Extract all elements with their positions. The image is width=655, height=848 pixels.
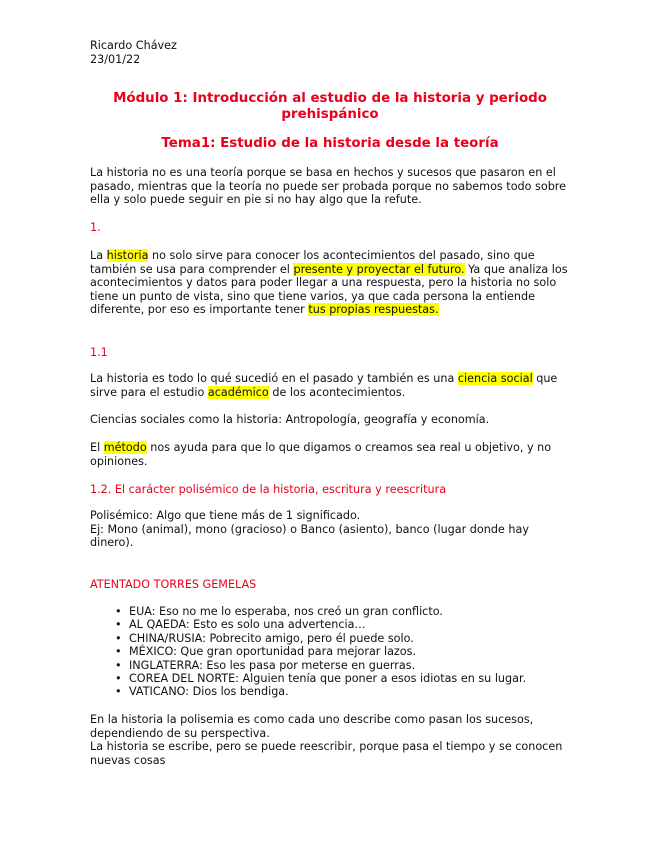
- text-run: La historia es todo lo qué sucedió en el pasado y también es una: [90, 372, 458, 385]
- section-1-1-paragraph: [90, 372, 570, 399]
- text-run: El: [90, 441, 104, 454]
- list-item: • COREA DEL NORTE: Alguien tenía que poner a esos idiotas en su lugar.: [90, 672, 570, 685]
- section-1-1-heading: 1.1: [90, 346, 108, 359]
- section-1-2-heading: 1.2. El carácter polisémico de la historia, escritura y reescritura: [90, 483, 447, 496]
- text-run: no solo sirve para conocer los acontecimientos del pasado, sino que también se usa para comprender el: [90, 249, 535, 276]
- highlighted-text: tus propias respuestas.: [308, 303, 439, 317]
- text-run: La: [90, 249, 107, 262]
- social-sciences-line: Ciencias sociales como la historia: Antropología, geografía y economía.: [90, 413, 490, 426]
- definition-line: Polisémico: Algo que tiene más de 1 significado.: [90, 509, 361, 522]
- list-item: • EUA: Eso no me lo esperaba, nos creó un gran conflicto.: [90, 605, 570, 618]
- bullet-list: [90, 605, 570, 699]
- list-item: • VATICANO: Dios los bendiga.: [90, 685, 570, 698]
- section-1-heading: 1.: [90, 221, 101, 234]
- document-date: 23/01/22: [90, 52, 141, 66]
- method-paragraph: [90, 441, 570, 468]
- author-name: Ricardo Chávez: [90, 39, 177, 52]
- list-item: • INGLATERRA: Eso les pasa por meterse en guerras.: [90, 659, 570, 672]
- header: [90, 39, 570, 66]
- torres-list: [90, 605, 570, 699]
- module-title: Módulo 1: Introducción al estudio de la historia y periodo prehispánico: [113, 91, 547, 122]
- highlighted-text: presente y proyectar el futuro.: [293, 262, 465, 276]
- highlighted-text: ciencia social: [457, 372, 533, 385]
- polysemic-definition: [90, 509, 570, 550]
- closing-paragraph: [90, 713, 570, 767]
- section-1-paragraph: [90, 249, 570, 317]
- intro-paragraph: La historia no es una teoría porque se basa en hechos y sucesos que pasaron en el pasado, mientras que la teoría no puede ser probada porque no sabemos todo sobre ella y solo puede seguir en pie si no hay algo que la refute.: [90, 166, 567, 207]
- highlighted-text: académico: [207, 385, 269, 399]
- topic-title: Tema1: Estudio de la historia desde la teoría: [161, 136, 499, 151]
- highlighted-text: historia: [106, 249, 149, 262]
- text-run: de los acontecimientos.: [268, 385, 406, 399]
- highlighted-text: método: [103, 441, 147, 454]
- closing-line-2: La historia se escribe, pero se puede reescribir, porque pasa el tiempo y se conocen nuevas cosas: [90, 740, 563, 767]
- list-item: • AL QAEDA: Esto es solo una advertencia…: [90, 618, 570, 631]
- closing-line-1: En la historia la polisemia es como cada uno describe como pasan los sucesos, dependiendo de su perspectiva.: [90, 713, 534, 740]
- list-item: • MÉXICO: Que gran oportunidad para mejorar lazos.: [90, 645, 570, 658]
- list-item: • CHINA/RUSIA: Pobrecito amigo, pero él puede solo.: [90, 632, 570, 645]
- torres-heading: ATENTADO TORRES GEMELAS: [90, 578, 257, 591]
- text-run: nos ayuda para que lo que digamos o creamos sea real u objetivo, y no opiniones.: [90, 441, 552, 468]
- text-run: que sirve para el estudio: [90, 372, 558, 399]
- example-line: Ej: Mono (animal), mono (gracioso) o Banco (asiento), banco (lugar donde hay dinero).: [90, 522, 529, 550]
- text-run: Ya que analiza los acontecimientos y datos para poder llegar a una respuesta, pero la historia no solo tiene un punto de vista, sino que tiene varios, ya que cada persona la entiende diferente, por eso es importante tener: [90, 262, 568, 317]
